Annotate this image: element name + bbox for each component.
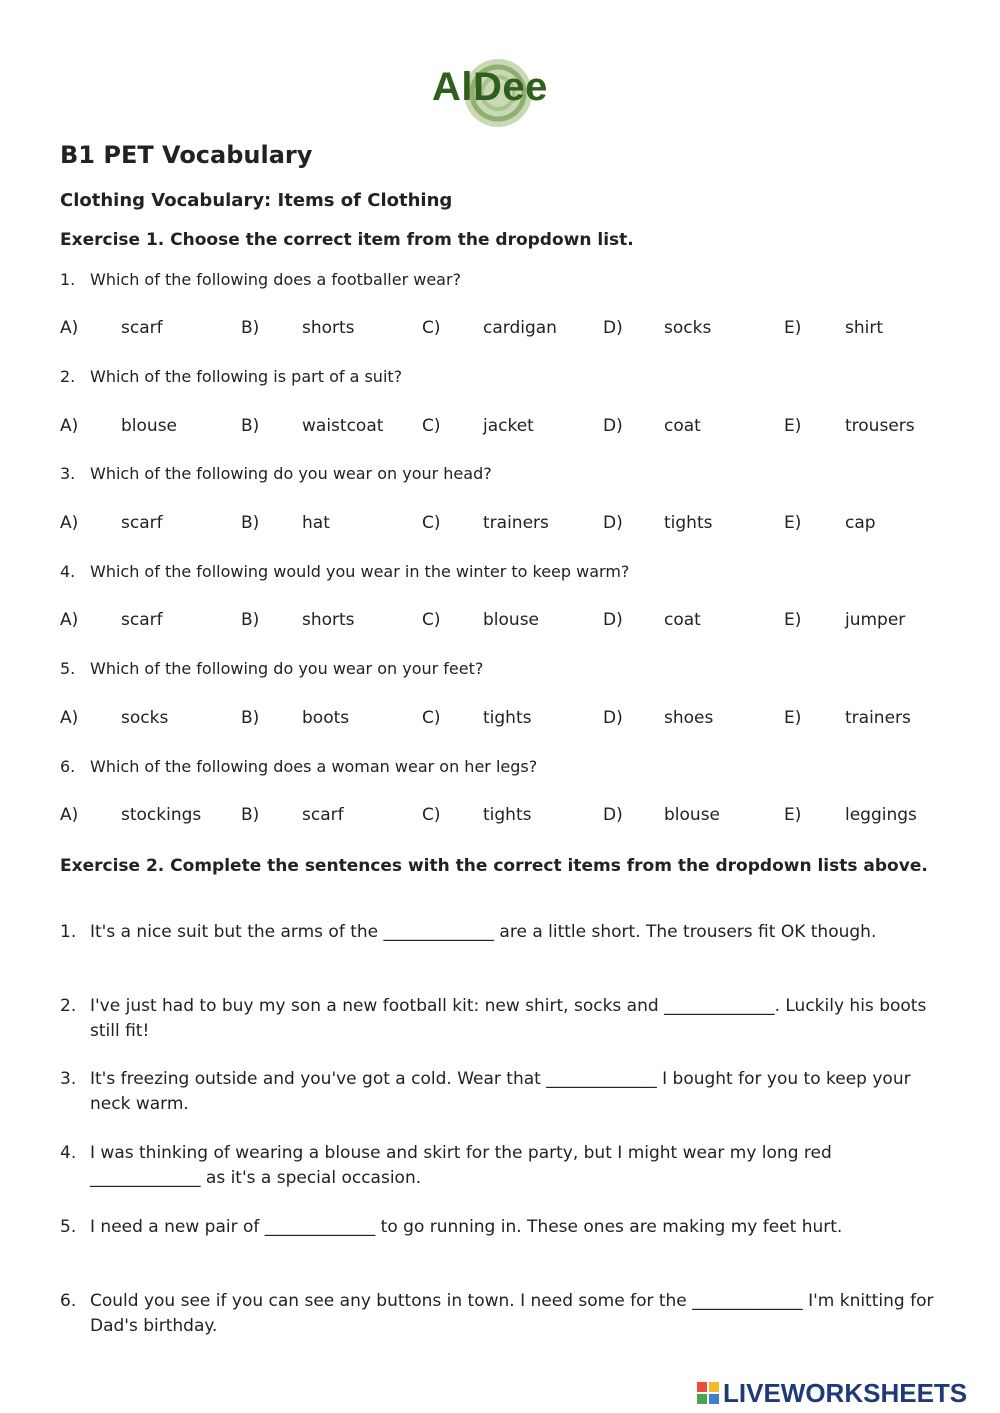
option-word[interactable]: socks [664,318,712,338]
option-letter: A) [60,416,79,436]
option-letter: B) [241,805,260,825]
sentence-number: 4. [60,1143,77,1163]
option-word[interactable]: tights [664,513,713,533]
sentence-text: I've just had to buy my son a new football kit: new shirt, socks and _____________. Luckily his boots still fit! [90,996,927,1041]
sentence-text: It's a nice suit but the arms of the _____________ are a little short. The trousers fit OK though. [90,922,877,942]
option-letter: E) [784,708,802,728]
option-letter: E) [784,416,802,436]
exercise-1-heading: Exercise 1. Choose the correct item from the dropdown list. [60,230,634,250]
option-letter: A) [60,708,79,728]
option-word[interactable]: blouse [483,610,540,630]
option-letter: D) [603,708,623,728]
sentence-number: 3. [60,1069,77,1089]
question-2 [60,367,402,386]
question-text: Which of the following would you wear in the winter to keep warm? [90,562,630,581]
question-text: Which of the following does a footballer wear? [90,270,462,289]
option-word[interactable]: tights [483,708,532,728]
question-number: 4. [60,562,76,581]
option-letter: E) [784,610,802,630]
sentence-1 [60,920,940,945]
option-letter: B) [241,513,260,533]
option-word[interactable]: cardigan [483,318,557,338]
options-row [60,610,940,636]
option-letter: C) [422,318,441,338]
options-row [60,708,940,734]
option-letter: D) [603,513,623,533]
sentence-text: It's freezing outside and you've got a cold. Wear that _____________ I bought for you to keep your neck warm. [90,1069,911,1114]
sentence-2 [60,994,940,1044]
option-word[interactable]: blouse [664,805,721,825]
sentence-number: 6. [60,1291,77,1311]
option-word[interactable]: scarf [121,610,163,630]
option-word[interactable]: blouse [121,416,178,436]
option-word[interactable]: scarf [121,318,163,338]
option-word[interactable]: shirt [845,318,884,338]
option-word[interactable]: trainers [483,513,549,533]
option-word[interactable]: shoes [664,708,714,728]
option-letter: C) [422,610,441,630]
question-1 [60,270,461,289]
option-letter: C) [422,513,441,533]
option-word[interactable]: trousers [845,416,915,436]
option-letter: E) [784,318,802,338]
option-letter: A) [60,513,79,533]
liveworksheets-badge-icon [697,1382,719,1404]
sentence-6 [60,1289,940,1339]
option-letter: A) [60,805,79,825]
options-row [60,416,940,442]
option-word[interactable]: coat [664,416,701,436]
option-letter: B) [241,708,260,728]
option-letter: A) [60,318,79,338]
question-number: 1. [60,270,76,289]
option-word[interactable]: waistcoat [302,416,384,436]
option-word[interactable]: cap [845,513,876,533]
option-letter: B) [241,416,260,436]
option-word[interactable]: scarf [121,513,163,533]
liveworksheets-brand-text: LIVEWORKSHEETS [723,1378,968,1408]
sentence-3 [60,1067,940,1117]
logo-text: AlDee [432,65,548,109]
question-text: Which of the following do you wear on your feet? [90,659,484,678]
sentence-number: 2. [60,996,77,1016]
question-number: 2. [60,367,76,386]
question-3 [60,464,492,483]
option-letter: C) [422,805,441,825]
sentence-text: I was thinking of wearing a blouse and skirt for the party, but I might wear my long red _____________ as it's a special occasion. [90,1143,832,1188]
page-title: B1 PET Vocabulary [60,141,313,169]
option-letter: C) [422,708,441,728]
question-number: 5. [60,659,76,678]
sentence-text: I need a new pair of _____________ to go running in. These ones are making my feet hurt. [90,1217,843,1237]
option-word[interactable]: stockings [121,805,202,825]
sentence-number: 5. [60,1217,77,1237]
sentence-number: 1. [60,922,77,942]
option-letter: A) [60,610,79,630]
sentence-5 [60,1215,940,1240]
option-word[interactable]: tights [483,805,532,825]
option-letter: B) [241,318,260,338]
option-letter: D) [603,610,623,630]
option-word[interactable]: coat [664,610,701,630]
option-word[interactable]: trainers [845,708,911,728]
option-letter: C) [422,416,441,436]
question-text: Which of the following does a woman wear on her legs? [90,757,538,776]
options-row [60,805,940,831]
exercise-2-heading: Exercise 2. Complete the sentences with the correct items from the dropdown lists above. [60,856,928,876]
aldee-logo [420,55,580,135]
options-row [60,513,940,539]
page-subtitle: Clothing Vocabulary: Items of Clothing [60,190,453,211]
option-word[interactable]: shorts [302,610,355,630]
question-text: Which of the following do you wear on your head? [90,464,492,483]
option-word[interactable]: jumper [845,610,906,630]
option-letter: E) [784,513,802,533]
option-word[interactable]: leggings [845,805,917,825]
option-letter: B) [241,610,260,630]
option-letter: D) [603,416,623,436]
option-word[interactable]: scarf [302,805,344,825]
sentence-text: Could you see if you can see any buttons in town. I need some for the _____________ I'm knitting for Dad's birthday. [90,1291,934,1336]
question-text: Which of the following is part of a suit? [90,367,403,386]
option-word[interactable]: hat [302,513,330,533]
option-word[interactable]: jacket [483,416,534,436]
options-row [60,318,940,344]
question-4 [60,562,629,581]
option-word[interactable]: boots [302,708,350,728]
question-5 [60,659,483,678]
question-number: 6. [60,757,76,776]
question-number: 3. [60,464,76,483]
option-word[interactable]: shorts [302,318,355,338]
question-6 [60,757,537,776]
option-letter: D) [603,318,623,338]
option-letter: E) [784,805,802,825]
option-word[interactable]: socks [121,708,169,728]
option-letter: D) [603,805,623,825]
sentence-4 [60,1141,940,1191]
